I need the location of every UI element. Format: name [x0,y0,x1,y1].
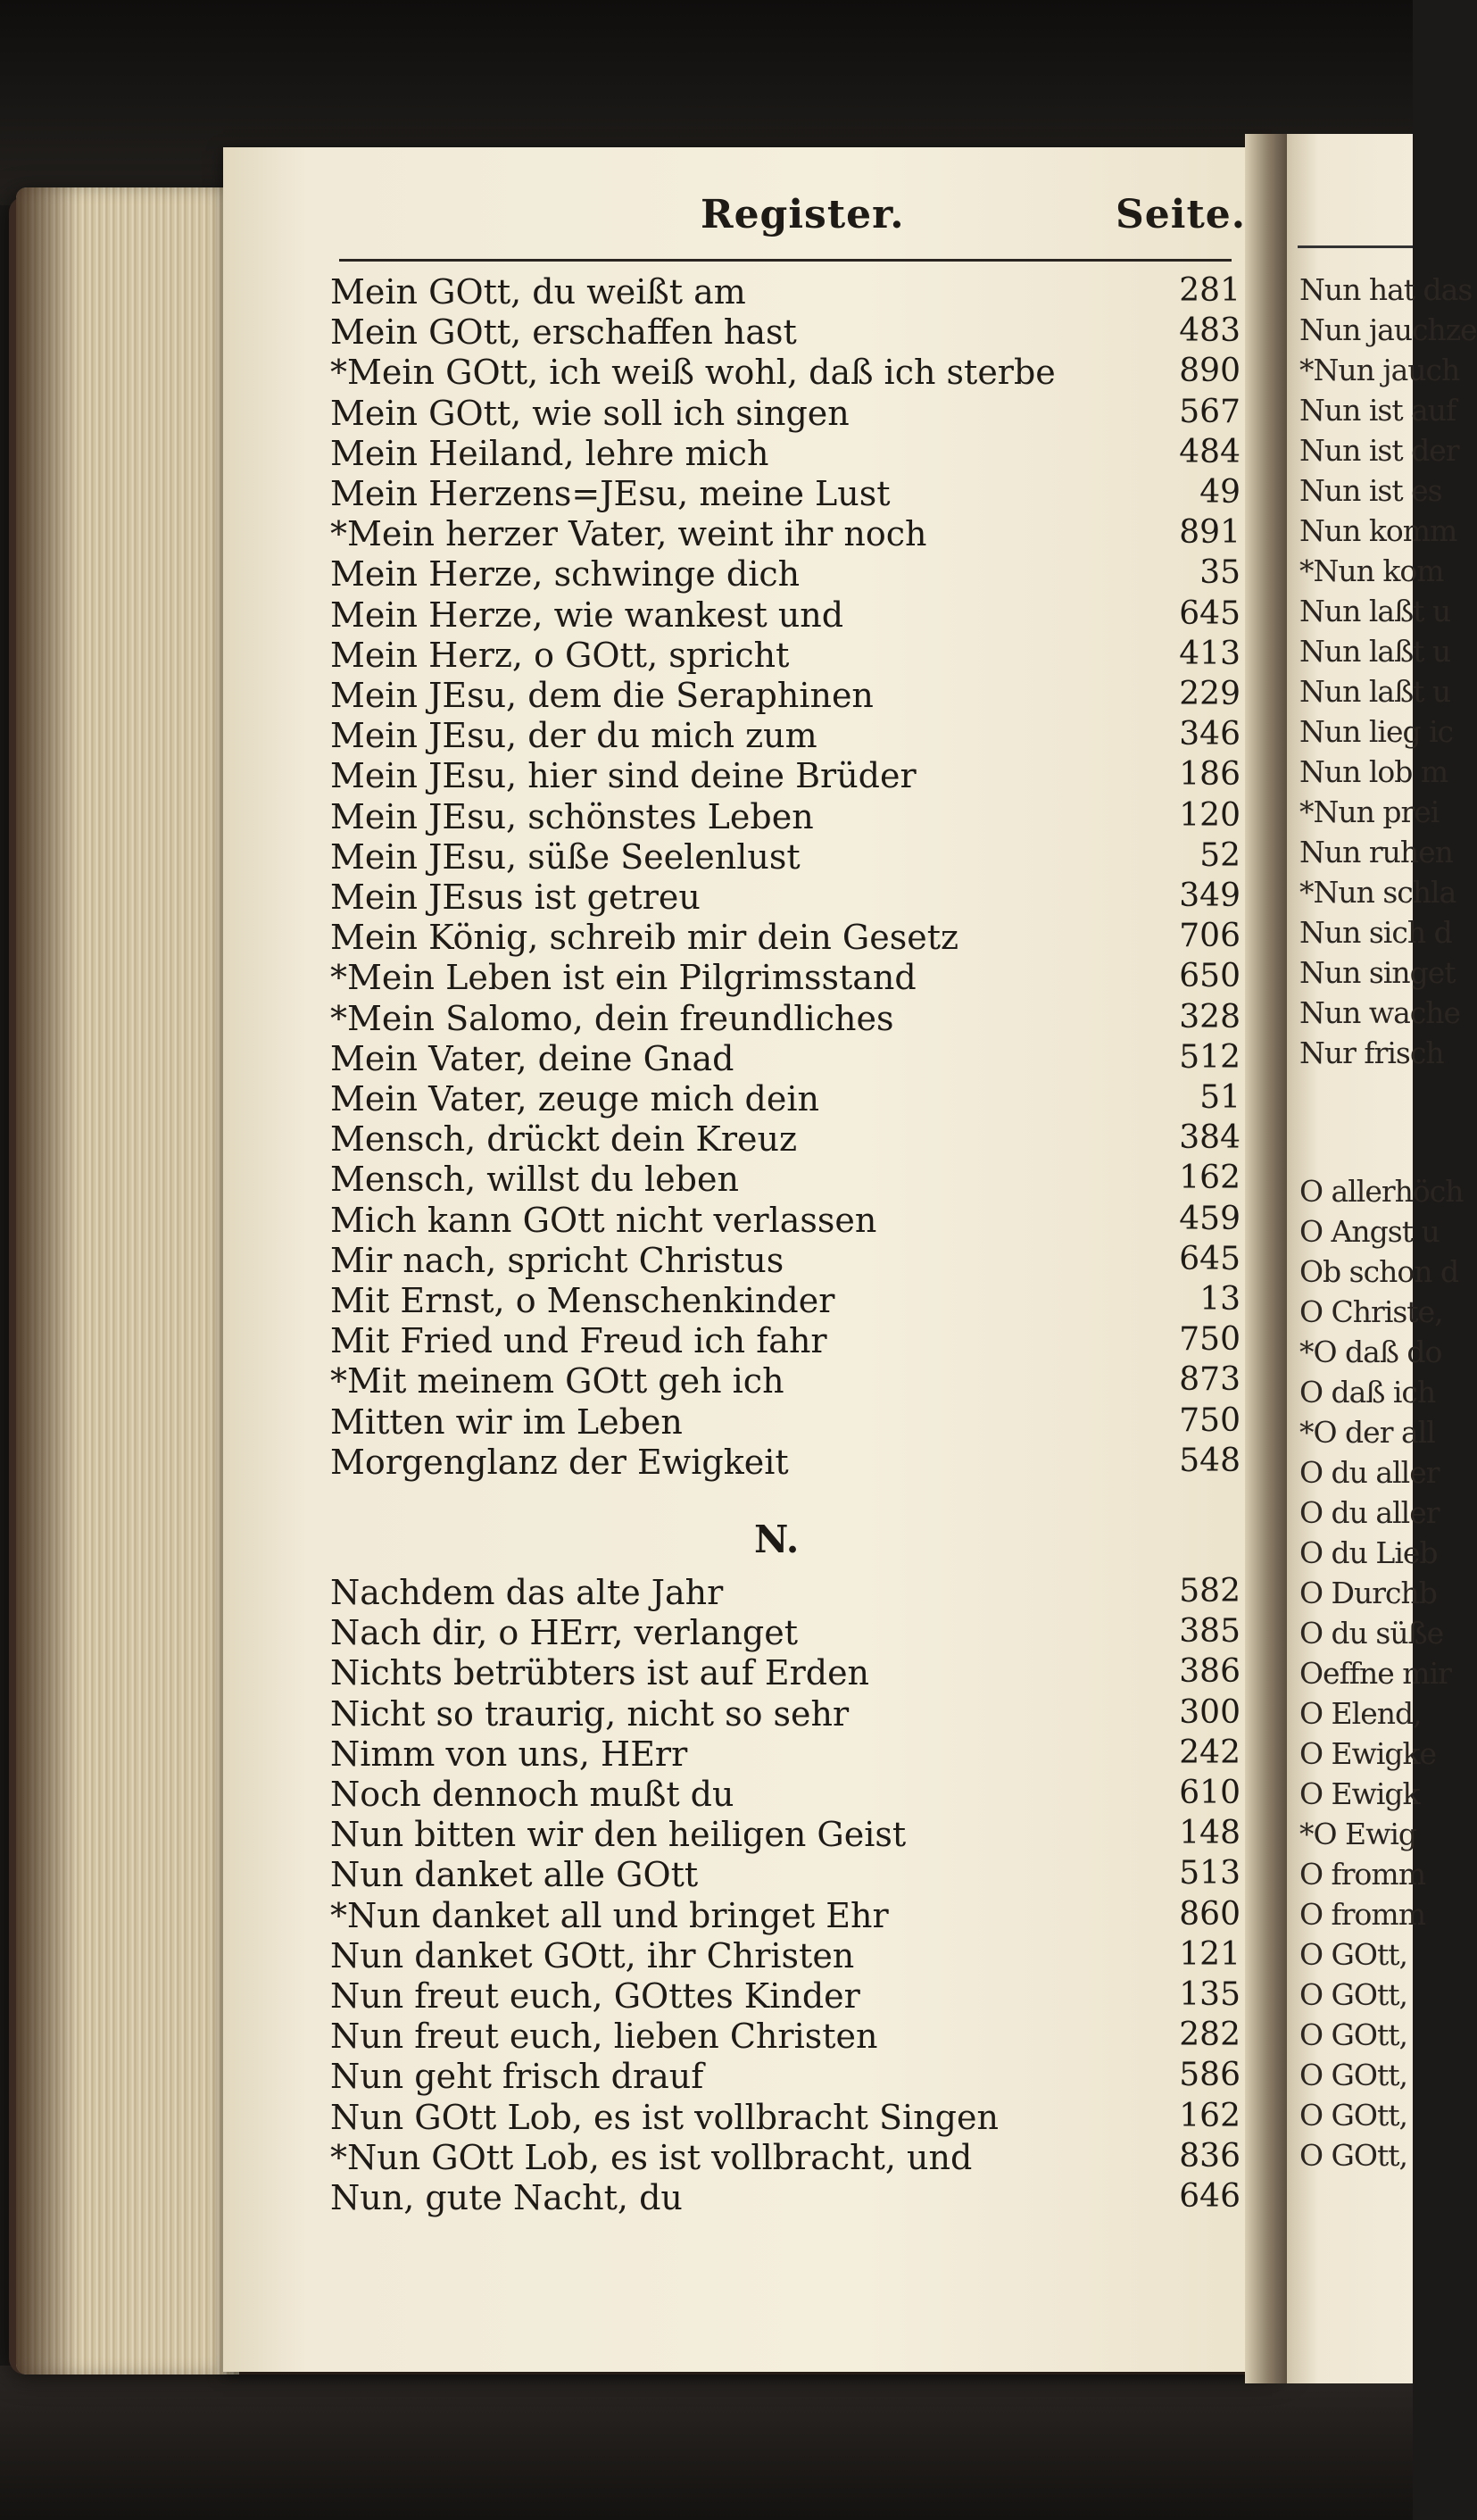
entry-title: Mein GOtt, du weißt am [330,272,746,312]
facing-page-line: O fromm [1299,1897,1425,1932]
entry-title: Mein König, schreib mir dein Gesetz [330,918,959,958]
facing-page-line: Nur frisch [1299,1035,1444,1070]
entry-page-number: 586 [1179,2057,1241,2094]
facing-page-line: O fromm [1299,1857,1425,1892]
entry-page-number: 548 [1179,1442,1241,1479]
entry-page-number: 513 [1179,1855,1241,1892]
facing-page-line: Nun laßt u [1299,674,1451,709]
entry-page-number: 750 [1179,1401,1241,1439]
facing-page-line: Nun laßt u [1299,634,1451,669]
facing-page-line: *O daß do [1299,1335,1442,1369]
entry-page-number: 891 [1179,514,1241,552]
entry-page-number: 413 [1179,635,1241,672]
entry-title: Mensch, drückt dein Kreuz [330,1119,797,1160]
index-entry [330,554,1241,595]
entry-page-number: 52 [1199,836,1241,874]
entry-page-number: 242 [1179,1734,1241,1771]
index-entry [330,716,1241,756]
index-entry [330,353,1241,393]
entry-page-number: 706 [1179,918,1241,955]
facing-page-line: Nun ist es [1299,473,1442,508]
entry-title: Nun freut euch, GOttes Kinder [330,1976,860,2016]
header-rule [339,259,1232,262]
facing-page-line: O GOtt, [1299,2017,1407,2052]
index-entry [330,272,1241,312]
entry-page-number: 300 [1179,1693,1241,1731]
index-entry [330,1896,1241,1936]
facing-page-line: O du aller [1299,1495,1440,1530]
index-entry [330,2057,1241,2097]
entry-page-number: 385 [1179,1613,1241,1651]
entry-title: Mein Vater, deine Gnad [330,1038,734,1078]
entry-page-number: 384 [1179,1119,1241,1157]
facing-page-line: O Ewigke [1299,1736,1437,1771]
entry-page-number: 349 [1179,877,1241,914]
facing-page-line: O du süße [1299,1616,1444,1651]
entry-title: Nichts betrübters ist auf Erden [330,1653,870,1693]
entry-title: *Nun GOtt Lob, es ist vollbracht, und [330,2137,973,2177]
entry-title: Nun danket GOtt, ihr Christen [330,1935,855,1975]
entry-title: Nun, gute Nacht, du [330,2178,683,2217]
entry-title: Mein Heiland, lehre mich [330,433,769,473]
index-entry [330,958,1241,998]
entry-title: Mein Herze, wie wankest und [330,595,844,635]
facing-page-line: O GOtt, [1299,1977,1407,2012]
entry-page-number: 645 [1179,595,1241,632]
entry-title: Morgenglanz der Ewigkeit [330,1442,789,1482]
index-entry [330,1443,1241,1483]
facing-page-line: Nun komm [1299,513,1457,548]
entry-page-number: 873 [1179,1361,1241,1399]
facing-page-line: *Nun schla [1299,875,1456,910]
index-entry [330,1361,1241,1401]
entry-title: *Mein Leben ist ein Pilgrimsstand [330,958,917,998]
entry-title: Nach dir, o HErr, verlanget [330,1613,799,1653]
facing-page-rule [1298,245,1413,248]
entry-title: Nachdem das alte Jahr [330,1573,724,1612]
entry-title: Noch dennoch mußt du [330,1775,734,1814]
index-entry [330,636,1241,676]
entry-page-number: 346 [1179,716,1241,753]
entry-title: Nun danket alle GOtt [330,1855,699,1895]
entry-page-number: 650 [1179,958,1241,995]
entry-title: Mensch, willst du leben [330,1160,739,1200]
index-entry [330,1201,1241,1241]
entry-title: Nun GOtt Lob, es ist vollbracht Singen [330,2097,999,2137]
entry-title: *Mein Salomo, dein freundliches [330,998,894,1038]
entry-title: *Nun danket all und bringet Ehr [330,1895,889,1935]
entry-page-number: 135 [1179,1976,1241,2013]
entry-title: Mein Herz, o GOtt, spricht [330,635,790,675]
entry-title: Nimm von uns, HErr [330,1734,688,1774]
facing-page-line: Nun ist auf [1299,393,1456,428]
facing-page-line: O Elend, [1299,1696,1422,1731]
facing-page-line: Nun hat das [1299,272,1473,307]
index-entry [330,1119,1241,1160]
index-entry [330,2017,1241,2057]
entry-title: Mit Ernst, o Menschenkinder [330,1281,835,1320]
facing-page-line: O du Lieb [1299,1535,1438,1570]
index-entry [330,1321,1241,1361]
entry-title: Mein GOtt, erschaffen hast [330,312,797,353]
facing-page-line: *O Ewig [1299,1817,1417,1851]
facing-page-line: O GOtt, [1299,2058,1407,2092]
index-entry [330,1281,1241,1321]
entry-page-number: 121 [1179,1935,1241,1973]
facing-page-line: Nun lieg ic [1299,714,1454,749]
entry-title: Mein GOtt, wie soll ich singen [330,393,850,433]
entry-page-number: 281 [1179,272,1241,309]
entry-page-number: 750 [1179,1321,1241,1359]
entry-title: Nun bitten wir den heiligen Geist [330,1815,907,1855]
page-title: Register. [701,192,905,237]
facing-page-line: Nun laßt u [1299,594,1451,628]
index-entry [330,1039,1241,1079]
entry-page-number: 610 [1179,1775,1241,1811]
entry-title: Mein Herzens=JEsu, meine Lust [330,474,891,513]
index-entry [330,312,1241,353]
index-entry [330,1402,1241,1443]
index-entry [330,797,1241,837]
index-entry [330,1241,1241,1281]
entry-page-number: 860 [1179,1895,1241,1933]
entry-page-number: 120 [1179,796,1241,834]
index-entry [330,676,1241,716]
facing-page-line: O allerhöch [1299,1174,1464,1209]
entry-title: Mein JEsu, der du mich zum [330,716,817,756]
entry-page-number: 148 [1179,1815,1241,1852]
page-column-label: Seite. [1116,192,1247,237]
index-entry [330,2098,1241,2138]
entry-title: *Mein herzer Vater, weint ihr noch [330,514,927,554]
facing-page-line: O daß ich [1299,1375,1436,1410]
facing-page-line: Nun ist der [1299,433,1459,468]
index-entry [330,1855,1241,1895]
facing-page-line: O Durchb [1299,1576,1437,1610]
entry-page-number: 162 [1179,2097,1241,2134]
entry-title: Nicht so traurig, nicht so sehr [330,1693,850,1734]
facing-page-line: O Ewigk [1299,1776,1420,1811]
running-head [223,192,1272,254]
entry-title: *Mit meinem GOtt geh ich [330,1361,784,1401]
entry-page-number: 836 [1179,2137,1241,2175]
entry-title: Mein JEsus ist getreu [330,877,701,917]
entry-title: Mein JEsu, süße Seelenlust [330,836,801,877]
entry-page-number: 890 [1179,353,1241,390]
entry-title: Mein JEsu, hier sind deine Brüder [330,756,917,796]
entry-page-number: 483 [1179,312,1241,350]
index-entry [330,474,1241,514]
entry-page-number: 386 [1179,1653,1241,1691]
index-entry [330,1976,1241,2017]
index-entry [330,1613,1241,1653]
index-entry [330,1734,1241,1775]
entry-page-number: 567 [1179,393,1241,430]
entry-page-number: 282 [1179,2017,1241,2054]
index-entry [330,1573,1241,1613]
index-entry [330,514,1241,554]
facing-page-line: Nun sich d [1299,915,1452,950]
facing-page-line: O du aller [1299,1455,1440,1490]
facing-page-line: Nun singet [1299,955,1456,990]
entry-title: Mich kann GOtt nicht verlassen [330,1200,877,1240]
entry-title: Mein JEsu, schönstes Leben [330,796,814,836]
facing-page-line: *Nun kom [1299,553,1444,588]
index-entry [330,756,1241,796]
facing-page [1287,134,1477,2383]
entry-page-number: 162 [1179,1160,1241,1197]
entry-page-number: 229 [1179,676,1241,712]
index-entry [330,434,1241,474]
index-entry [330,1775,1241,1815]
entry-title: Mir nach, spricht Christus [330,1240,784,1280]
entry-page-number: 35 [1199,554,1241,592]
facing-page-line: Nun wache [1299,995,1461,1030]
facing-page-line: *O der all [1299,1415,1435,1450]
section-letter-n: N. [754,1518,800,1561]
index-entry [330,999,1241,1039]
facing-page-line: O GOtt, [1299,2098,1407,2133]
entry-title: Nun geht frisch drauf [330,2057,704,2097]
index-entry [330,2178,1241,2218]
facing-page-line: Nun ruhen [1299,835,1453,869]
index-entry [330,1653,1241,1693]
index-entry [330,1160,1241,1200]
entry-title: Nun freut euch, lieben Christen [330,2017,878,2057]
index-entry [330,1815,1241,1855]
page-edge-shadow [16,187,79,2374]
entry-page-number: 484 [1179,433,1241,470]
index-entry [330,918,1241,958]
index-entry [330,1694,1241,1734]
index-entry [330,1936,1241,1976]
facing-page-line: Ob schon d [1299,1254,1459,1289]
entry-page-number: 49 [1199,474,1241,511]
facing-page-line: *Nun prei [1299,794,1440,829]
facing-page-line: Nun lob m [1299,754,1448,789]
facing-page-line: Nun jauchze [1299,312,1477,347]
entry-title: Mit Fried und Freud ich fahr [330,1321,827,1361]
facing-page-line: Oeffne mir [1299,1656,1451,1691]
index-entry [330,1079,1241,1119]
entry-page-number: 646 [1179,2178,1241,2215]
entry-title: Mitten wir im Leben [330,1401,683,1442]
index-entry [330,394,1241,434]
entry-page-number: 51 [1199,1079,1241,1116]
index-entry [330,2138,1241,2178]
facing-page-line: *Nun jauch [1299,353,1460,387]
entry-page-number: 328 [1179,998,1241,1035]
entry-page-number: 582 [1179,1573,1241,1609]
index-entry [330,837,1241,877]
entry-title: *Mein GOtt, ich weiß wohl, daß ich sterbe [330,353,1056,393]
index-entry [330,595,1241,636]
entry-page-number: 459 [1179,1200,1241,1237]
entry-title: Mein Herze, schwinge dich [330,554,801,595]
entry-page-number: 186 [1179,756,1241,794]
entry-page-number: 512 [1179,1038,1241,1076]
facing-page-line: O GOtt, [1299,1937,1407,1972]
index-entry [330,877,1241,918]
facing-page-line: O Christe, [1299,1294,1443,1329]
background-bottom [0,2366,1413,2520]
entry-title: Mein Vater, zeuge mich dein [330,1079,819,1119]
facing-page-line: O Angst u [1299,1214,1440,1249]
facing-page-line: O GOtt, [1299,2138,1407,2173]
entry-page-number: 645 [1179,1240,1241,1277]
entry-page-number: 13 [1199,1281,1241,1318]
entry-title: Mein JEsu, dem die Seraphinen [330,676,874,715]
